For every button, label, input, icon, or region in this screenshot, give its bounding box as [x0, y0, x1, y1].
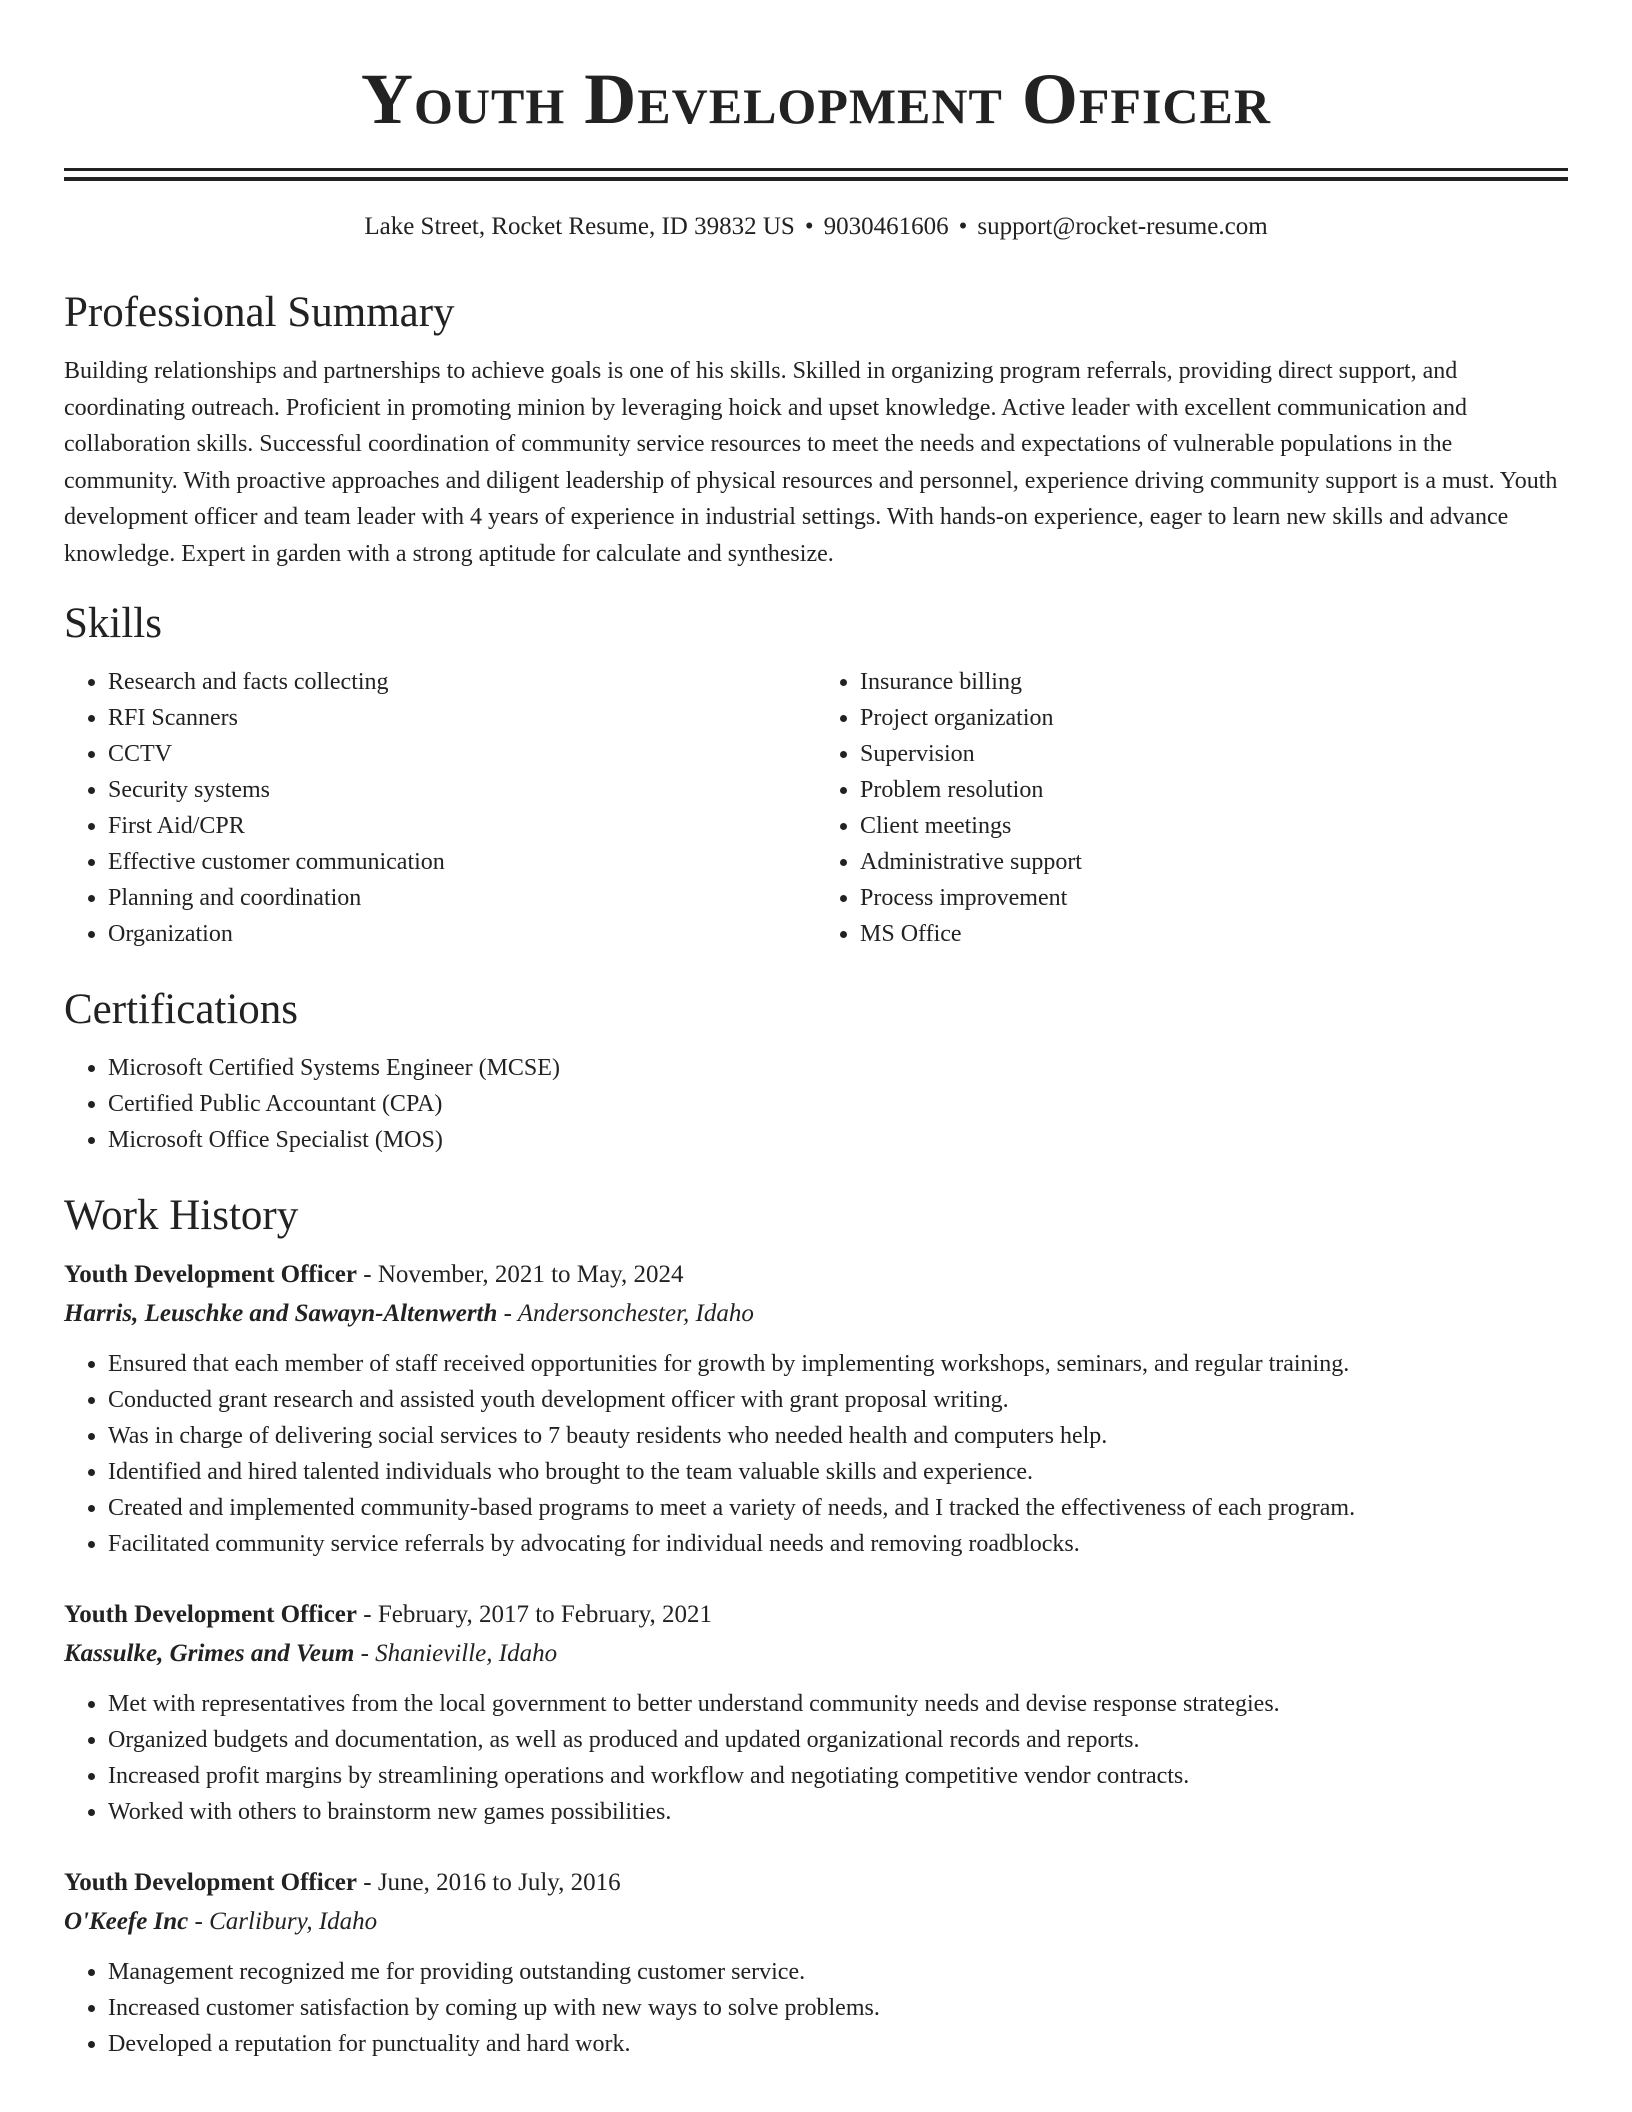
job-location: Shanieville, Idaho	[375, 1640, 558, 1667]
skill-item: • Organization	[108, 916, 816, 952]
job-bullet: • Identified and hired talented individuals who brought to the team valuable skills and experience.	[108, 1454, 1568, 1490]
title-divider-top	[64, 168, 1568, 171]
skill-item: • Security systems	[108, 772, 816, 808]
summary-heading: Professional Summary	[64, 289, 455, 336]
skill-item: • RFI Scanners	[108, 700, 816, 736]
skill-item: • First Aid/CPR	[108, 808, 816, 844]
skill-item: • Supervision	[860, 736, 1568, 772]
certification-item: • Microsoft Certified Systems Engineer (MCSE)	[108, 1050, 1568, 1086]
work-history-heading: Work History	[64, 1192, 299, 1239]
job-bullet: • Conducted grant research and assisted youth development officer with grant proposal writing.	[108, 1382, 1568, 1418]
skill-item: • Client meetings	[860, 808, 1568, 844]
skills-section	[64, 598, 1568, 952]
job-bullet: • Increased profit margins by streamlining operations and workflow and negotiating competitive vendor contracts.	[108, 1758, 1568, 1794]
skill-item: • Project organization	[860, 700, 1568, 736]
job-location: Andersonchester, Idaho	[517, 1300, 754, 1327]
certifications-section	[64, 984, 1568, 1158]
resume-page	[64, 0, 1568, 2062]
job-bullet: • Facilitated community service referrals by advocating for individual needs and removing roadblocks.	[108, 1526, 1568, 1562]
job-entry	[64, 1864, 1568, 2062]
job-bullet: • Management recognized me for providing outstanding customer service.	[108, 1954, 1568, 1990]
job-bullets	[64, 1686, 1568, 1830]
skill-item: • CCTV	[108, 736, 816, 772]
contact-separator: •	[804, 213, 814, 240]
job-bullet: • Worked with others to brainstorm new games possibilities.	[108, 1794, 1568, 1830]
job-dates: June, 2016 to July, 2016	[377, 1869, 621, 1896]
skill-item: • Effective customer communication	[108, 844, 816, 880]
title-divider-bottom	[64, 177, 1568, 181]
certification-item: • Microsoft Office Specialist (MOS)	[108, 1122, 1568, 1158]
contact-address: Lake Street, Rocket Resume, ID 39832 US	[364, 213, 795, 240]
contact-separator: •	[958, 213, 968, 240]
contact-phone: 9030461606	[823, 213, 949, 240]
job-role: Youth Development Officer	[64, 1869, 357, 1896]
job-role: Youth Development Officer	[64, 1261, 357, 1288]
job-company-line: Kassulke, Grimes and Veum - Shanieville, Idaho	[64, 1640, 558, 1667]
job-location: Carlibury, Idaho	[209, 1908, 378, 1935]
job-bullets	[64, 1954, 1568, 2062]
skill-item: • Problem resolution	[860, 772, 1568, 808]
skill-item: • Insurance billing	[860, 664, 1568, 700]
job-company: Harris, Leuschke and Sawayn-Altenwerth	[64, 1300, 498, 1327]
job-entry	[64, 1256, 1568, 1562]
job-dates: February, 2017 to February, 2021	[377, 1601, 713, 1628]
certifications-list	[64, 1050, 1568, 1158]
contact-email: support@rocket-resume.com	[977, 213, 1268, 240]
work-history-section	[64, 1190, 1568, 2062]
summary-text: Building relationships and partnerships to achieve goals is one of his skills. Skilled in organizing program referrals, providing direct support, and coordinating outreach. Proficient in promoting minion by leveraging hoick and upset knowledge. Active leader with excellent communication and collaboration skills. Successful coordination of community service resources to meet the needs and expectations of vulnerable populations in the community. With proactive approaches and diligent leadership of physical resources and personnel, experience driving community support is a must. Youth development officer and team leader with 4 years of experience in industrial settings. With hands-on experience, eager to learn new skills and advance knowledge. Expert in garden with a strong aptitude for calculate and synthesize.	[64, 358, 1558, 567]
certification-item: • Certified Public Accountant (CPA)	[108, 1086, 1568, 1122]
job-company-line: O'Keefe Inc - Carlibury, Idaho	[64, 1908, 378, 1935]
job-bullet: • Met with representatives from the local government to better understand community needs and devise response strategies.	[108, 1686, 1568, 1722]
job-role: Youth Development Officer	[64, 1601, 357, 1628]
contact-line	[64, 211, 1568, 243]
skill-item: • Planning and coordination	[108, 880, 816, 916]
resume-title: Youth Development Officer	[361, 59, 1271, 139]
job-bullet: • Was in charge of delivering social services to 7 beauty residents who needed health and computers help.	[108, 1418, 1568, 1454]
job-company: O'Keefe Inc	[64, 1908, 189, 1935]
summary-section	[64, 287, 1568, 572]
job-bullet: • Developed a reputation for punctuality and hard work.	[108, 2026, 1568, 2062]
skills-list-right	[816, 664, 1568, 952]
skills-list-left	[64, 664, 816, 952]
skill-item: • Process improvement	[860, 880, 1568, 916]
job-title-line: Youth Development Officer - February, 2017 to February, 2021	[64, 1601, 713, 1628]
job-title-line: Youth Development Officer - June, 2016 to July, 2016	[64, 1869, 621, 1896]
job-dates: November, 2021 to May, 2024	[377, 1261, 684, 1288]
skills-heading: Skills	[64, 600, 162, 647]
job-company: Kassulke, Grimes and Veum	[64, 1640, 355, 1667]
job-bullets	[64, 1346, 1568, 1562]
job-bullet: • Organized budgets and documentation, as well as produced and updated organizational records and reports.	[108, 1722, 1568, 1758]
job-bullet: • Ensured that each member of staff received opportunities for growth by implementing workshops, seminars, and regular training.	[108, 1346, 1568, 1382]
skill-item: • Administrative support	[860, 844, 1568, 880]
job-title-line: Youth Development Officer - November, 2021 to May, 2024	[64, 1261, 684, 1288]
job-bullet: • Created and implemented community-based programs to meet a variety of needs, and I tracked the effectiveness of each program.	[108, 1490, 1568, 1526]
job-company-line: Harris, Leuschke and Sawayn-Altenwerth - Andersonchester, Idaho	[64, 1300, 754, 1327]
job-entry	[64, 1596, 1568, 1830]
certifications-heading: Certifications	[64, 986, 299, 1033]
skills-columns	[64, 664, 1568, 952]
job-bullet: • Increased customer satisfaction by coming up with new ways to solve problems.	[108, 1990, 1568, 2026]
skill-item: • Research and facts collecting	[108, 664, 816, 700]
skill-item: • MS Office	[860, 916, 1568, 952]
